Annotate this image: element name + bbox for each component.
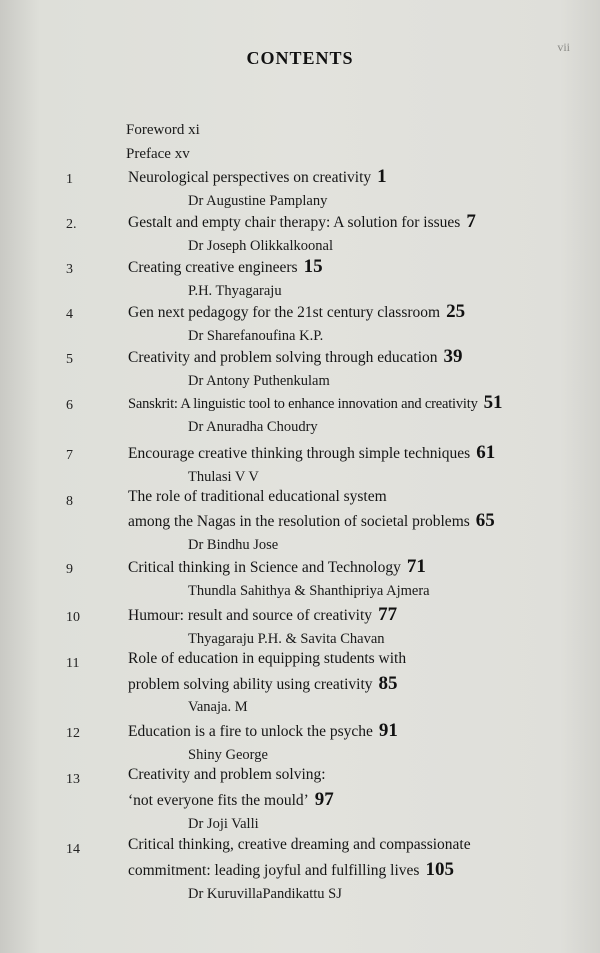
page-title: CONTENTS xyxy=(246,48,354,68)
entry-title-line-1: Role of education in equipping students with xyxy=(128,650,407,667)
entry-number: 10 xyxy=(66,610,80,625)
entry-number: 1 xyxy=(66,172,73,187)
entry-title xyxy=(128,673,398,695)
entry-title-line-1: Creativity and problem solving: xyxy=(128,766,326,783)
entry-title xyxy=(128,510,495,532)
entry-author: Dr Antony Puthenkulam xyxy=(188,373,330,389)
entry-title-text: problem solving ability using creativity xyxy=(128,676,373,693)
entry-page-number: 97 xyxy=(314,789,334,810)
entry-author: Dr KuruvillaPandikattu SJ xyxy=(188,886,342,902)
entry-number: 8 xyxy=(66,494,73,509)
entry-page-number: 65 xyxy=(475,510,495,531)
entry-author: Dr Sharefanoufina K.P. xyxy=(188,328,324,344)
entry-title xyxy=(128,166,387,188)
entry-author: Vanaja. M xyxy=(188,699,248,715)
entry-author: Dr Anuradha Choudry xyxy=(188,419,318,435)
entry-page-number: 105 xyxy=(425,859,454,880)
entry-number: 6 xyxy=(66,398,73,413)
entry-author: Thundla Sahithya & Shanthipriya Ajmera xyxy=(188,583,430,599)
entry-page-number: 91 xyxy=(378,720,398,741)
entry-author: P.H. Thyagaraju xyxy=(188,283,282,299)
entry-number: 3 xyxy=(66,262,73,277)
entry-title-text: Humour: result and source of creativity xyxy=(128,607,373,624)
entry-page-number: 85 xyxy=(378,673,398,694)
entry-page-number: 15 xyxy=(303,256,323,277)
front-matter-page: xi xyxy=(188,122,200,138)
entry-title-text: Education is a fire to unlock the psyche xyxy=(128,723,373,740)
entry-title-text: Neurological perspectives on creativity xyxy=(128,169,372,186)
entry-page-number: 77 xyxy=(378,604,398,625)
entry-title xyxy=(128,789,334,811)
entry-title-text: Creating creative engineers xyxy=(128,259,298,276)
entry-title-line-1: Critical thinking, creative dreaming and compassionate xyxy=(128,836,471,853)
entry-author: Dr Joji Valli xyxy=(188,816,259,832)
entry-page-number: 61 xyxy=(476,442,496,463)
entry-title-text: Gen next pedagogy for the 21st century classroom xyxy=(128,304,441,321)
entry-title xyxy=(128,301,465,323)
entry-title xyxy=(128,442,495,464)
entry-title xyxy=(128,211,476,233)
entry-number: 2. xyxy=(66,217,77,232)
entry-page-number: 39 xyxy=(443,346,463,367)
entry-title xyxy=(128,859,454,881)
entry-title-line-1: The role of traditional educational system xyxy=(128,488,387,505)
entry-page-number: 51 xyxy=(483,392,503,413)
entry-title-text: ‘not everyone fits the mould’ xyxy=(128,792,309,809)
entry-author: Shiny George xyxy=(188,747,268,763)
entry-number: 14 xyxy=(66,842,80,857)
bleed-through-text xyxy=(498,78,502,94)
entry-author: Dr Bindhu Jose xyxy=(188,537,279,553)
entry-title xyxy=(128,604,397,626)
entry-author: Thyagaraju P.H. & Savita Chavan xyxy=(188,631,385,647)
entry-page-number: 71 xyxy=(406,556,426,577)
entry-title xyxy=(128,392,502,414)
entry-title-text: Sanskrit: A linguistic tool to enhance innovation and creativity xyxy=(128,396,478,412)
front-matter-label: Foreword xyxy=(126,122,185,138)
entry-number: 7 xyxy=(66,448,73,463)
entry-number: 11 xyxy=(66,656,80,671)
entry-title xyxy=(128,720,398,742)
entry-number: 13 xyxy=(66,772,80,787)
entry-page-number: 1 xyxy=(377,166,387,187)
entry-title-text: commitment: leading joyful and fulfilling lives xyxy=(128,862,420,879)
entry-page-number: 7 xyxy=(466,211,476,232)
entry-title-text: Critical thinking in Science and Technology xyxy=(128,559,401,576)
entry-title-text: Creativity and problem solving through education xyxy=(128,349,438,366)
entry-title-text: Gestalt and empty chair therapy: A solution for issues xyxy=(128,214,461,231)
entry-title xyxy=(128,556,426,578)
front-matter-preface xyxy=(126,146,190,163)
entry-title-text: among the Nagas in the resolution of societal problems xyxy=(128,513,470,530)
front-matter-page: xv xyxy=(174,146,190,162)
entry-title xyxy=(128,346,463,368)
front-matter-foreword xyxy=(126,122,200,139)
page-mark: vii xyxy=(557,40,570,54)
entry-author: Dr Joseph Olikkalkoonal xyxy=(188,238,333,254)
entry-author: Dr Augustine Pamplany xyxy=(188,193,328,209)
entry-number: 9 xyxy=(66,562,73,577)
entry-number: 12 xyxy=(66,726,80,741)
entry-number: 5 xyxy=(66,352,73,367)
front-matter-label: Preface xyxy=(126,146,171,162)
entry-title-text: Encourage creative thinking through simple techniques xyxy=(128,445,471,462)
entry-number: 4 xyxy=(66,307,73,322)
entry-title xyxy=(128,256,323,278)
entry-author: Thulasi V V xyxy=(188,469,259,485)
entry-page-number: 25 xyxy=(446,301,466,322)
